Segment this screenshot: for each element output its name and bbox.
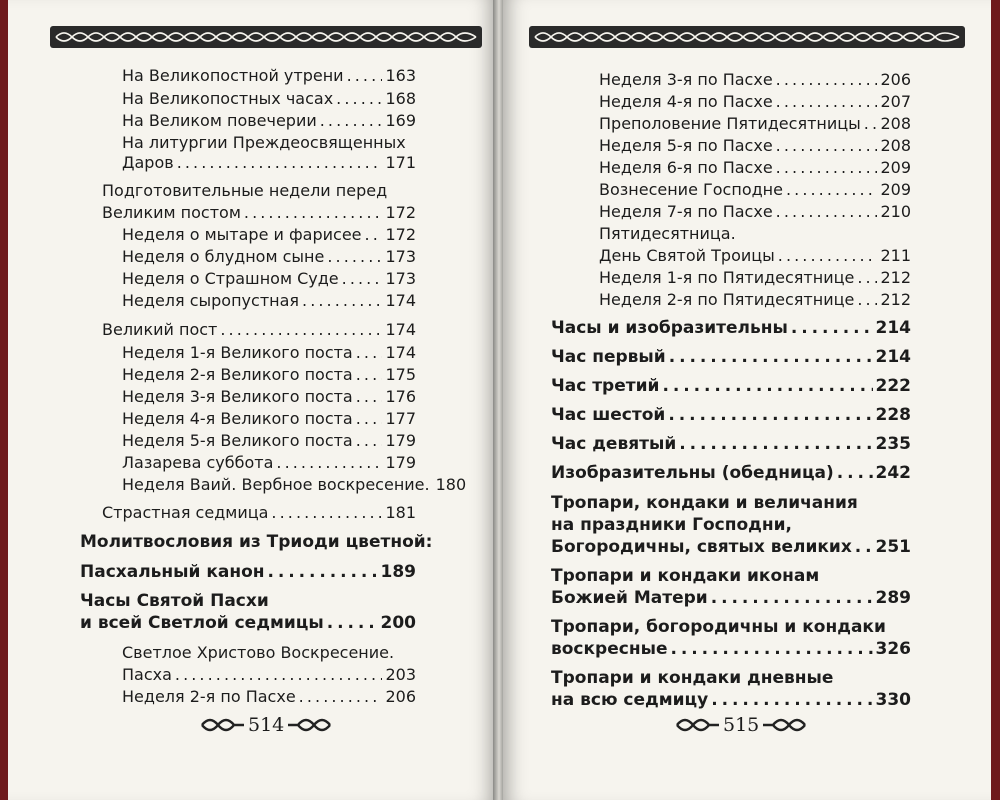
dot-leader [778, 246, 878, 266]
toc-entry-page: 211 [880, 246, 911, 265]
dot-leader [268, 562, 378, 582]
toc-entry-page: 179 [385, 431, 416, 450]
toc-entry-title: Неделя 6-я по Пасхе [599, 158, 773, 177]
toc-entry-title: Тропари и кондаки дневные [551, 668, 834, 688]
toc-entry-page: 242 [875, 463, 911, 483]
toc-entry [599, 70, 911, 90]
dot-leader [175, 665, 383, 685]
toc-entry [122, 111, 416, 131]
toc-entry-title: Неделя 2-я Великого поста [122, 365, 353, 384]
toc-entry [599, 246, 911, 266]
dot-leader [244, 203, 383, 223]
toc-entry-page: 203 [385, 665, 416, 684]
toc-entry-page: 180 [435, 475, 467, 494]
toc-entry-title: Пасхальный канон [80, 562, 265, 582]
toc-entry [122, 89, 416, 109]
toc-entry [80, 591, 269, 611]
toc-entry-title: Неделя 7-я по Пасхе [599, 202, 773, 221]
toc-entry-title: и всей Светлой седмицы [80, 613, 324, 633]
toc-entry-title: Великий пост [102, 320, 218, 339]
toc-entry-title: Неделя 4-я Великого поста [122, 409, 353, 428]
toc-entry-title: Лазарева суббота [122, 453, 274, 472]
toc-entry-title: Час первый [551, 347, 666, 367]
toc-entry-title: На Великом повечерии [122, 111, 317, 130]
dot-leader [327, 247, 382, 267]
toc-entry-page: 174 [385, 320, 416, 339]
toc-entry [122, 153, 416, 173]
toc-entry [122, 269, 416, 289]
toc-entry [551, 668, 833, 688]
toc-entry-title: Неделя 5-я по Пасхе [599, 136, 773, 155]
dot-leader [668, 405, 872, 425]
toc-entry [551, 639, 911, 659]
page-footer [200, 713, 332, 737]
toc-entry-title: Пятидесятница. [599, 224, 736, 243]
toc-entry-page: 176 [385, 387, 416, 406]
toc-entry [122, 247, 416, 267]
dot-leader [670, 639, 872, 659]
toc-entry-page: 171 [385, 153, 416, 172]
toc-entry-title: на праздники Господни, [551, 515, 793, 535]
toc-entry-page: 206 [880, 70, 911, 89]
toc-entry [122, 291, 416, 311]
toc-entry [122, 66, 416, 86]
toc-entry [80, 562, 416, 582]
toc-entry-page: 208 [880, 136, 911, 155]
toc-entry [102, 503, 416, 523]
toc-entry [102, 320, 416, 340]
toc-entry-page: 169 [385, 111, 416, 130]
page-number: 515 [723, 714, 760, 736]
toc-entry [599, 202, 911, 222]
toc-entry [122, 133, 406, 153]
toc-entry-title: Тропари и кондаки иконам [551, 566, 820, 586]
toc-entry-title: Неделя 3-я по Пасхе [599, 70, 773, 89]
toc-entry-title: Неделя 2-я по Пятидесятнице [599, 290, 855, 309]
toc-entry [551, 376, 911, 396]
toc-entry [551, 463, 911, 483]
toc-entry-page: 209 [880, 180, 911, 199]
dot-leader [365, 225, 383, 245]
toc-entry-page: 200 [380, 613, 416, 633]
dot-leader [857, 268, 877, 288]
dot-leader [342, 269, 383, 289]
toc-entry-title: Вознесение Господне [599, 180, 783, 199]
toc-entry [599, 158, 911, 178]
dot-leader [347, 66, 383, 86]
dot-leader [276, 453, 382, 473]
toc-entry [80, 613, 416, 633]
toc-entry-page: 208 [880, 114, 911, 133]
dot-leader [669, 347, 873, 367]
dot-leader [711, 588, 873, 608]
toc-entry-page: 175 [385, 365, 416, 384]
toc-entry [122, 225, 416, 245]
footer-ornament-left [200, 715, 246, 735]
toc-entry-title: На Великопостных часах [122, 89, 334, 108]
dot-leader [177, 153, 383, 173]
toc-entry-page: 251 [875, 537, 911, 557]
toc-entry [551, 434, 911, 454]
toc-entry-title: Неделя 3-я Великого поста [122, 387, 353, 406]
dot-leader [271, 503, 382, 523]
toc-entry-title: На Великопостной утрени [122, 66, 344, 85]
toc-entry-title: Светлое Христово Воскресение. [122, 643, 395, 662]
toc-entry-page: 209 [880, 158, 911, 177]
toc-entry [551, 493, 858, 513]
right-page [503, 0, 991, 800]
toc-entry [599, 224, 736, 244]
toc-entry-title: на всю седмицу [551, 690, 709, 710]
toc-entry-title: воскресные [551, 639, 668, 659]
toc-entry-title: Часы Святой Пасхи [80, 591, 269, 611]
dot-leader [776, 92, 878, 112]
toc-entry-page: 174 [385, 291, 416, 310]
dot-leader [864, 114, 878, 134]
toc-entry-title: Час девятый [551, 434, 677, 454]
left-page [8, 0, 495, 800]
toc-entry [80, 532, 432, 552]
toc-entry [599, 92, 911, 112]
dot-leader [662, 376, 872, 396]
toc-entry-title: Неделя 5-я Великого поста [122, 431, 353, 450]
toc-entry-title: Богородичны, святых великих [551, 537, 852, 557]
toc-entry [551, 318, 911, 338]
dot-leader [776, 158, 878, 178]
toc-entry [122, 409, 416, 429]
toc-entry-page: 163 [385, 66, 416, 85]
toc-entry-title: Час шестой [551, 405, 666, 425]
page-number: 514 [248, 714, 285, 736]
toc-entry-title: Часы и изобразительны [551, 318, 788, 338]
dot-leader [837, 463, 873, 483]
dot-leader [679, 434, 872, 454]
dot-leader [356, 343, 383, 363]
dot-leader [356, 409, 383, 429]
dot-leader [320, 111, 383, 131]
toc-entry-title: Тропари, богородичны и кондаки [551, 617, 886, 637]
toc-entry-title: Неделя о Страшном Суде [122, 269, 339, 288]
toc-entry [551, 617, 886, 637]
toc-entry [599, 114, 911, 134]
toc-entry-page: 210 [880, 202, 911, 221]
toc-entry-page: 222 [875, 376, 911, 396]
toc-entry-page: 172 [385, 203, 416, 222]
toc-entry-page: 289 [875, 588, 911, 608]
dot-leader [302, 291, 382, 311]
toc-entry-title: День Святой Троицы [599, 246, 775, 265]
dot-leader [855, 537, 873, 557]
toc-entry-title: Неделя о мытаре и фарисее [122, 225, 362, 244]
toc-entry-page: 214 [875, 347, 911, 367]
dot-leader [299, 687, 383, 707]
toc-entry [599, 268, 911, 288]
toc-entry [122, 475, 467, 495]
toc-entry [599, 136, 911, 156]
toc-list [503, 0, 991, 800]
dot-leader [356, 431, 383, 451]
dot-leader [356, 365, 383, 385]
toc-entry-page: 212 [880, 290, 911, 309]
toc-entry-page: 173 [385, 269, 416, 288]
toc-entry [551, 347, 911, 367]
toc-entry-page: 181 [385, 503, 416, 522]
toc-entry [122, 365, 416, 385]
toc-entry-page: 330 [875, 690, 911, 710]
toc-entry-page: 207 [880, 92, 911, 111]
dot-leader [336, 89, 382, 109]
toc-list [8, 0, 495, 800]
dot-leader [356, 387, 383, 407]
toc-entry-title: Неделя 4-я по Пасхе [599, 92, 773, 111]
toc-entry [551, 690, 911, 710]
toc-entry [122, 431, 416, 451]
toc-entry-title: Неделя Ваий. Вербное воскресение. [122, 475, 430, 494]
toc-entry-title: Час третий [551, 376, 660, 396]
dot-leader [220, 320, 382, 340]
toc-entry-title: Тропари, кондаки и величания [551, 493, 858, 513]
toc-entry [122, 665, 416, 685]
toc-entry-page: 179 [385, 453, 416, 472]
toc-entry-title: Подготовительные недели перед [102, 181, 388, 200]
dot-leader [327, 613, 378, 633]
toc-entry [599, 180, 911, 200]
footer-ornament-left [675, 715, 721, 735]
toc-entry-page: 235 [875, 434, 911, 454]
toc-entry-title: Молитвословия из Триоди цветной: [80, 532, 433, 552]
toc-entry-title: Неделя 1-я по Пятидесятнице [599, 268, 855, 287]
toc-entry [122, 387, 416, 407]
toc-entry-title: Страстная седмица [102, 503, 269, 522]
toc-entry-title: Неделя 1-я Великого поста [122, 343, 353, 362]
toc-entry-page: 228 [875, 405, 911, 425]
toc-entry-page: 326 [875, 639, 911, 659]
footer-ornament-right [286, 715, 332, 735]
dot-leader [776, 136, 878, 156]
toc-entry [122, 453, 416, 473]
toc-entry [122, 643, 394, 663]
toc-entry [551, 566, 819, 586]
dot-leader [776, 202, 878, 222]
toc-entry-title: На литургии Преждеосвященных [122, 133, 406, 152]
toc-entry-title: Неделя 2-я по Пасхе [122, 687, 296, 706]
toc-entry-page: 189 [380, 562, 416, 582]
toc-entry-title: Преполовение Пятидесятницы [599, 114, 861, 133]
toc-entry-page: 214 [875, 318, 911, 338]
dot-leader [776, 70, 878, 90]
toc-entry-page: 172 [385, 225, 416, 244]
toc-entry-title: Пасха [122, 665, 172, 684]
toc-entry-title: Изобразительны (обедница) [551, 463, 834, 483]
dot-leader [786, 180, 877, 200]
toc-entry-title: Божией Матери [551, 588, 708, 608]
toc-entry-title: Неделя сыропустная [122, 291, 300, 310]
toc-entry [551, 537, 911, 557]
toc-entry-title: Даров [122, 153, 174, 172]
toc-entry [102, 181, 387, 201]
toc-entry [551, 405, 911, 425]
toc-entry [102, 203, 416, 223]
dot-leader [857, 290, 877, 310]
toc-entry-page: 212 [880, 268, 911, 287]
toc-entry-page: 206 [385, 687, 416, 706]
toc-entry-page: 174 [385, 343, 416, 362]
toc-entry-title: Великим постом [102, 203, 241, 222]
page-footer [675, 713, 807, 737]
footer-ornament-right [761, 715, 807, 735]
toc-entry [551, 515, 792, 535]
toc-entry [122, 343, 416, 363]
toc-entry [599, 290, 911, 310]
dot-leader [711, 690, 872, 710]
toc-entry-page: 177 [385, 409, 416, 428]
dot-leader [791, 318, 873, 338]
toc-entry-title: Неделя о блудном сыне [122, 247, 325, 266]
toc-entry [551, 588, 911, 608]
toc-entry-page: 168 [385, 89, 416, 108]
toc-entry-page: 173 [385, 247, 416, 266]
toc-entry [122, 687, 416, 707]
